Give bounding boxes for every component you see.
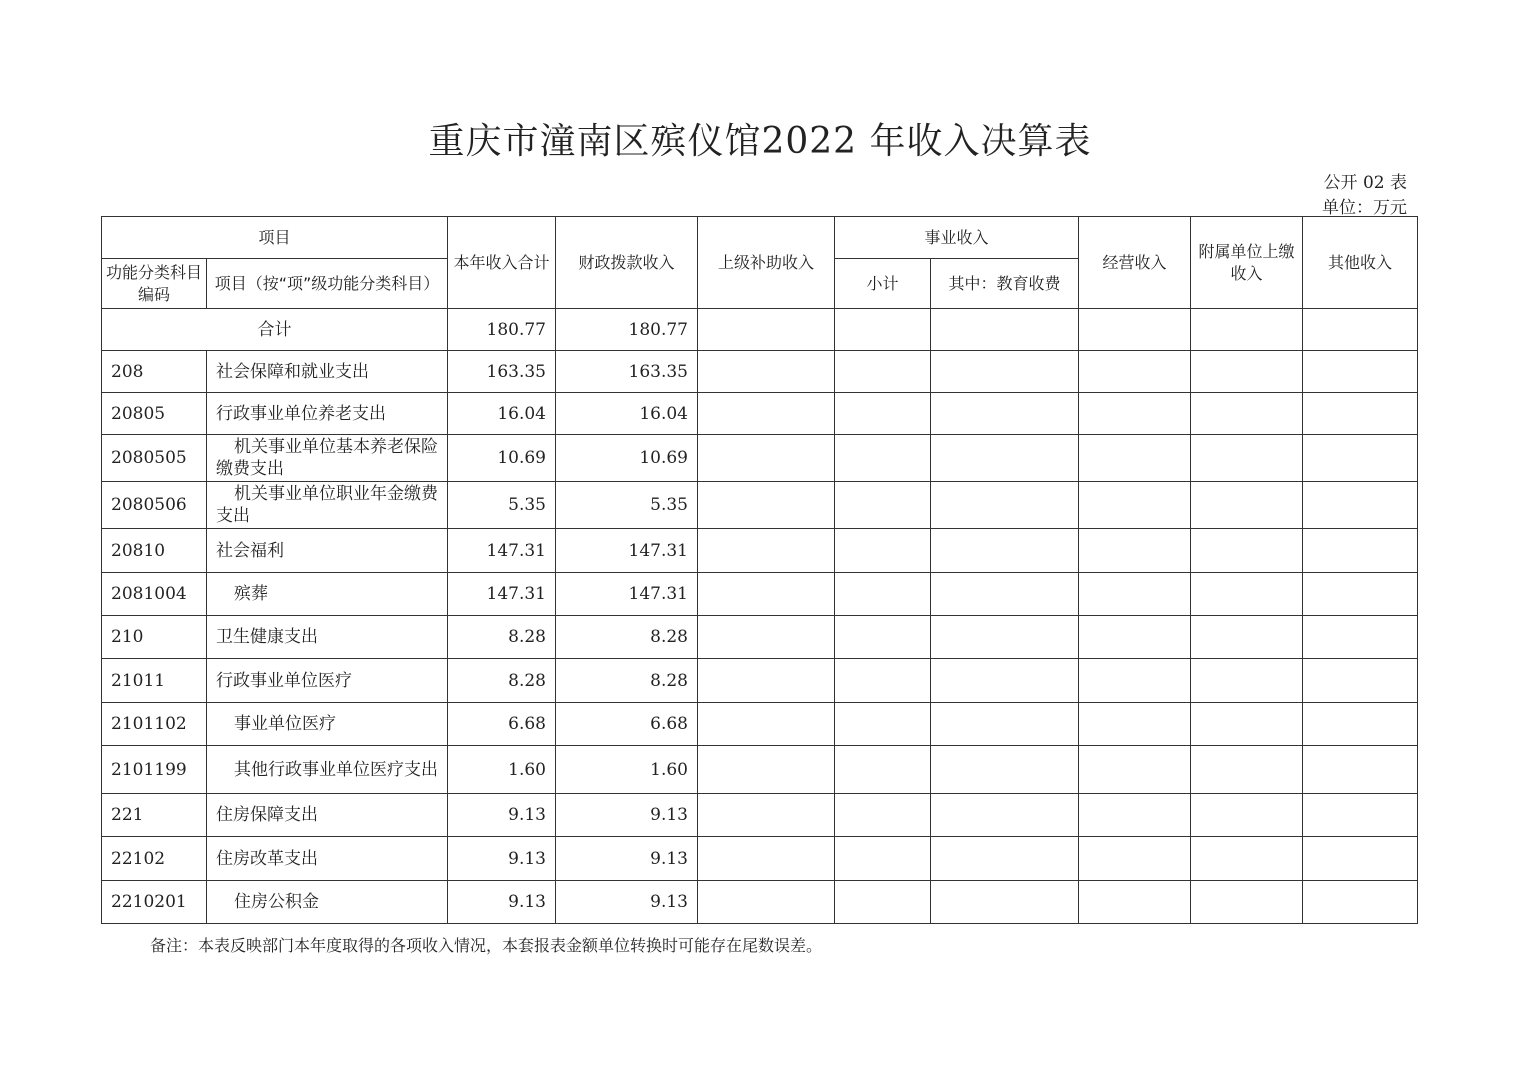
row-fiscal: 9.13 — [556, 794, 698, 837]
row-total: 9.13 — [448, 837, 556, 881]
row-fiscal: 10.69 — [556, 435, 698, 482]
table-row — [102, 482, 1418, 529]
row-name: 住房保障支出 — [207, 794, 448, 837]
header-code: 功能分类科目编码 — [102, 259, 207, 309]
header-superior: 上级补助收入 — [698, 217, 835, 309]
table-row — [102, 794, 1418, 837]
row-code: 2081004 — [102, 573, 207, 616]
header-operating: 经营收入 — [1079, 217, 1191, 309]
row-fiscal: 8.28 — [556, 659, 698, 703]
row-code: 2210201 — [102, 881, 207, 924]
table-row — [102, 659, 1418, 703]
table-row — [102, 837, 1418, 881]
row-fiscal: 147.31 — [556, 573, 698, 616]
table-row — [102, 393, 1418, 435]
row-code: 2101102 — [102, 703, 207, 746]
row-code: 210 — [102, 616, 207, 659]
header-business: 事业收入 — [835, 217, 1079, 259]
row-code: 2080505 — [102, 435, 207, 482]
row-name: 机关事业单位职业年金缴费支出 — [207, 482, 448, 529]
form-number: 公开 02 表 — [1323, 173, 1407, 193]
row-name: 住房公积金 — [207, 881, 448, 924]
row-total: 1.60 — [448, 746, 556, 794]
header-subtotal: 小计 — [835, 259, 931, 309]
header-project-name: 项目（按“项”级功能分类科目） — [207, 259, 448, 309]
table-row — [102, 881, 1418, 924]
table-row — [102, 529, 1418, 573]
row-fiscal: 147.31 — [556, 529, 698, 573]
row-code: 22102 — [102, 837, 207, 881]
table-row — [102, 435, 1418, 482]
row-code: 221 — [102, 794, 207, 837]
header-affiliated: 附属单位上缴收入 — [1191, 217, 1303, 309]
row-total: 6.68 — [448, 703, 556, 746]
row-total: 147.31 — [448, 573, 556, 616]
row-code: 2101199 — [102, 746, 207, 794]
row-code: 20810 — [102, 529, 207, 573]
row-total: 163.35 — [448, 351, 556, 393]
row-name: 行政事业单位医疗 — [207, 659, 448, 703]
row-total: 10.69 — [448, 435, 556, 482]
summary-total: 180.77 — [448, 309, 556, 351]
header-fiscal: 财政拨款收入 — [556, 217, 698, 309]
row-code: 20805 — [102, 393, 207, 435]
row-fiscal: 9.13 — [556, 837, 698, 881]
row-total: 147.31 — [448, 529, 556, 573]
row-fiscal: 6.68 — [556, 703, 698, 746]
row-total: 8.28 — [448, 659, 556, 703]
row-code: 208 — [102, 351, 207, 393]
row-code: 2080506 — [102, 482, 207, 529]
summary-row — [102, 309, 1418, 351]
table-row — [102, 703, 1418, 746]
row-name: 行政事业单位养老支出 — [207, 393, 448, 435]
summary-fiscal: 180.77 — [556, 309, 698, 351]
income-table — [101, 216, 1418, 924]
summary-label: 合计 — [102, 309, 448, 351]
row-total: 9.13 — [448, 794, 556, 837]
row-name: 殡葬 — [207, 573, 448, 616]
row-name: 事业单位医疗 — [207, 703, 448, 746]
row-fiscal: 163.35 — [556, 351, 698, 393]
row-name: 其他行政事业单位医疗支出 — [207, 746, 448, 794]
row-name: 机关事业单位基本养老保险缴费支出 — [207, 435, 448, 482]
header-total: 本年收入合计 — [448, 217, 556, 309]
row-total: 9.13 — [448, 881, 556, 924]
footnote: 备注：本表反映部门本年度取得的各项收入情况，本套报表金额单位转换时可能存在尾数误差。 — [150, 936, 823, 955]
row-code: 21011 — [102, 659, 207, 703]
table-row — [102, 351, 1418, 393]
header-project: 项目 — [102, 217, 448, 259]
table-row — [102, 616, 1418, 659]
row-name: 卫生健康支出 — [207, 616, 448, 659]
row-fiscal: 16.04 — [556, 393, 698, 435]
row-name: 社会保障和就业支出 — [207, 351, 448, 393]
table-row — [102, 746, 1418, 794]
row-total: 8.28 — [448, 616, 556, 659]
row-total: 5.35 — [448, 482, 556, 529]
row-name: 社会福利 — [207, 529, 448, 573]
page-title: 重庆市潼南区殡仪馆2022 年收入决算表 — [428, 121, 1092, 162]
row-fiscal: 8.28 — [556, 616, 698, 659]
row-fiscal: 9.13 — [556, 881, 698, 924]
row-fiscal: 1.60 — [556, 746, 698, 794]
row-name: 住房改革支出 — [207, 837, 448, 881]
row-fiscal: 5.35 — [556, 482, 698, 529]
unit-label: 单位：万元 — [1322, 198, 1407, 218]
table-row — [102, 573, 1418, 616]
header-other: 其他收入 — [1303, 217, 1418, 309]
row-total: 16.04 — [448, 393, 556, 435]
header-education: 其中：教育收费 — [931, 259, 1079, 309]
